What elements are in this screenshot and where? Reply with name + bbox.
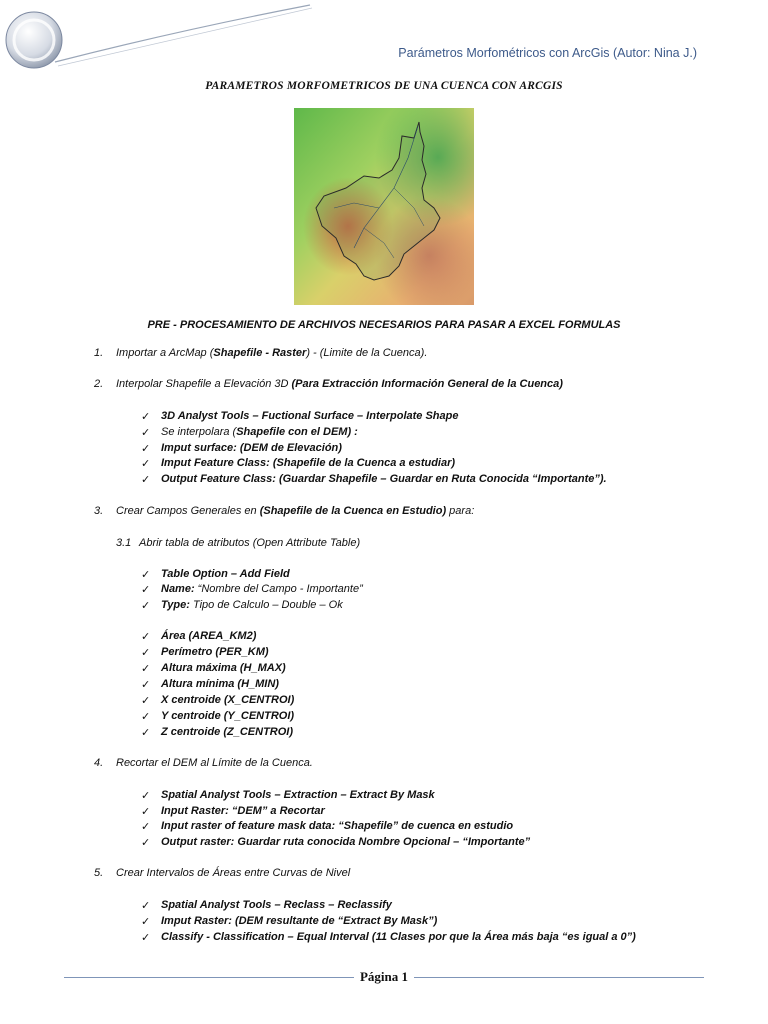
step-1-text: Importar a ArcMap (Shapefile - Raster) - (Limite de la Cuenca). bbox=[116, 347, 428, 359]
check-icon: ✓ bbox=[141, 837, 151, 849]
check-icon: ✓ bbox=[141, 932, 151, 944]
check-icon: ✓ bbox=[141, 631, 151, 643]
step-3-text: Crear Campos Generales en (Shapefile de la Cuenca en Estudio) para: bbox=[116, 505, 475, 517]
step-4-item: Input Raster: “DEM” a Recortar bbox=[161, 805, 325, 817]
step-5-item: Imput Raster: (DEM resultante de “Extract By Mask”) bbox=[161, 915, 438, 927]
check-icon: ✓ bbox=[141, 695, 151, 707]
check-icon: ✓ bbox=[141, 821, 151, 833]
check-icon: ✓ bbox=[141, 584, 151, 596]
step-2-item: Imput surface: (DEM de Elevación) bbox=[161, 442, 342, 454]
field-item: Altura mínima (H_MIN) bbox=[161, 678, 279, 690]
step-4-item: Input raster of feature mask data: “Shapefile” de cuenca en estudio bbox=[161, 820, 514, 832]
check-icon: ✓ bbox=[141, 647, 151, 659]
check-icon: ✓ bbox=[141, 727, 151, 739]
step-3-1-text: Abrir tabla de atributos (Open Attribute Table) bbox=[139, 537, 361, 549]
check-icon: ✓ bbox=[141, 474, 151, 486]
check-icon: ✓ bbox=[141, 427, 151, 439]
page-number: Página 1 bbox=[0, 969, 768, 985]
check-icon: ✓ bbox=[141, 679, 151, 691]
field-item: Y centroide (Y_CENTROI) bbox=[161, 710, 295, 722]
step-2-text: Interpolar Shapefile a Elevación 3D (Para Extracción Información General de la Cuenca) bbox=[116, 378, 563, 390]
check-icon: ✓ bbox=[141, 411, 151, 423]
check-icon: ✓ bbox=[141, 916, 151, 928]
watershed-dem-map bbox=[294, 108, 474, 305]
field-item: Z centroide (Z_CENTROI) bbox=[161, 726, 294, 738]
step-5-text: Crear Intervalos de Áreas entre Curvas de Nivel bbox=[116, 867, 351, 879]
check-icon: ✓ bbox=[141, 790, 151, 802]
step-2-item: Imput Feature Class: (Shapefile de la Cuenca a estudiar) bbox=[161, 457, 456, 469]
step-5-item: Spatial Analyst Tools – Reclass – Reclassify bbox=[161, 899, 392, 911]
check-icon: ✓ bbox=[141, 600, 151, 612]
step-4-item: Spatial Analyst Tools – Extraction – Extract By Mask bbox=[161, 789, 435, 801]
step-3-number: 3. bbox=[94, 505, 104, 517]
step-2-number: 2. bbox=[94, 378, 104, 390]
check-icon: ✓ bbox=[141, 806, 151, 818]
check-icon: ✓ bbox=[141, 711, 151, 723]
step-4-text: Recortar el DEM al Límite de la Cuenca. bbox=[116, 757, 313, 769]
field-item: X centroide (X_CENTROI) bbox=[161, 694, 295, 706]
header-logo bbox=[0, 0, 330, 80]
section-title: PRE - PROCESAMIENTO DE ARCHIVOS NECESARIOS PARA PASAR A EXCEL FORMULAS bbox=[147, 319, 621, 331]
field-item: Área (AREA_KM2) bbox=[161, 630, 257, 642]
step-5-number: 5. bbox=[94, 867, 104, 879]
step-1-number: 1. bbox=[94, 347, 104, 359]
step-2-item: Se interpolara (Shapefile con el DEM) : bbox=[161, 426, 358, 438]
step-4-number: 4. bbox=[94, 757, 104, 769]
step-3-item: Type: Tipo de Calculo – Double – Ok bbox=[161, 599, 343, 611]
step-2-item: Output Feature Class: (Guardar Shapefile – Guardar en Ruta Conocida “Importante”). bbox=[161, 473, 607, 485]
step-4-item: Output raster: Guardar ruta conocida Nombre Opcional – “Importante” bbox=[161, 836, 531, 848]
check-icon: ✓ bbox=[141, 458, 151, 470]
step-2-item: 3D Analyst Tools – Fuctional Surface – Interpolate Shape bbox=[161, 410, 459, 422]
step-3-item: Name: “Nombre del Campo - Importante” bbox=[161, 583, 363, 595]
check-icon: ✓ bbox=[141, 443, 151, 455]
step-5-item: Classify - Classification – Equal Interval (11 Clases por que la Área más baja “es igual a 0”) bbox=[161, 931, 636, 943]
header-text: Parámetros Morfométricos con ArcGis (Autor: Nina J.) bbox=[398, 46, 697, 60]
step-3-item: Table Option – Add Field bbox=[161, 568, 290, 580]
field-item: Altura máxima (H_MAX) bbox=[161, 662, 286, 674]
check-icon: ✓ bbox=[141, 569, 151, 581]
step-3-1-number: 3.1 bbox=[116, 537, 132, 549]
document-title: PARAMETROS MORFOMETRICOS DE UNA CUENCA CON ARCGIS bbox=[205, 80, 563, 92]
field-item: Perímetro (PER_KM) bbox=[161, 646, 269, 658]
check-icon: ✓ bbox=[141, 900, 151, 912]
check-icon: ✓ bbox=[141, 663, 151, 675]
